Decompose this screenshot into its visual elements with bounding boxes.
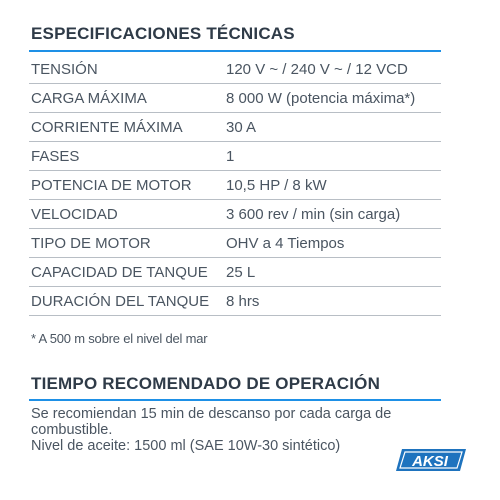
- specs-title-divider: [29, 50, 441, 52]
- specs-table: [29, 55, 441, 316]
- table-row: [29, 84, 441, 113]
- spec-value: 10,5 HP / 8 kW: [226, 176, 327, 194]
- spec-value: 120 V ~ / 240 V ~ / 12 VCD: [226, 60, 408, 78]
- spec-value: 1: [226, 147, 235, 165]
- table-row: [29, 142, 441, 171]
- operation-text: [31, 406, 451, 454]
- table-row: [29, 229, 441, 258]
- spec-label: TENSIÓN: [31, 60, 98, 78]
- table-row: [29, 171, 441, 200]
- spec-value: 8 hrs: [226, 292, 260, 310]
- aksi-logo: [396, 446, 468, 474]
- table-row: [29, 113, 441, 142]
- specs-section-title: ESPECIFICACIONES TÉCNICAS: [31, 24, 295, 43]
- operation-text-line: Nivel de aceite: 1500 ml (SAE 10W-30 sintético): [31, 438, 341, 454]
- table-row: [29, 287, 441, 316]
- spec-label: CARGA MÁXIMA: [31, 89, 147, 107]
- spec-value: 30 A: [226, 118, 257, 136]
- operation-text-line: combustible.: [31, 422, 113, 438]
- operation-section-title: TIEMPO RECOMENDADO DE OPERACIÓN: [31, 374, 381, 393]
- spec-value: 8 000 W (potencia máxima*): [226, 89, 416, 107]
- footnote: * A 500 m sobre el nivel del mar: [31, 331, 208, 346]
- spec-label: DURACIÓN DEL TANQUE: [31, 292, 210, 310]
- spec-value: 25 L: [226, 263, 256, 281]
- spec-label: CAPACIDAD DE TANQUE: [31, 263, 208, 281]
- spec-label: POTENCIA DE MOTOR: [31, 176, 192, 194]
- spec-label: CORRIENTE MÁXIMA: [31, 118, 183, 136]
- spec-label: FASES: [31, 147, 80, 165]
- spec-label: TIPO DE MOTOR: [31, 234, 151, 252]
- table-row: [29, 258, 441, 287]
- table-row: [29, 200, 441, 229]
- logo-text: AKSI: [412, 453, 448, 470]
- table-row: [29, 55, 441, 84]
- operation-text-line: Se recomiendan 15 min de descanso por cada carga de: [31, 406, 392, 422]
- spec-label: VELOCIDAD: [31, 205, 118, 223]
- operation-title-divider: [29, 399, 441, 401]
- spec-value: 3 600 rev / min (sin carga): [226, 205, 401, 223]
- spec-value: OHV a 4 Tiempos: [226, 234, 345, 252]
